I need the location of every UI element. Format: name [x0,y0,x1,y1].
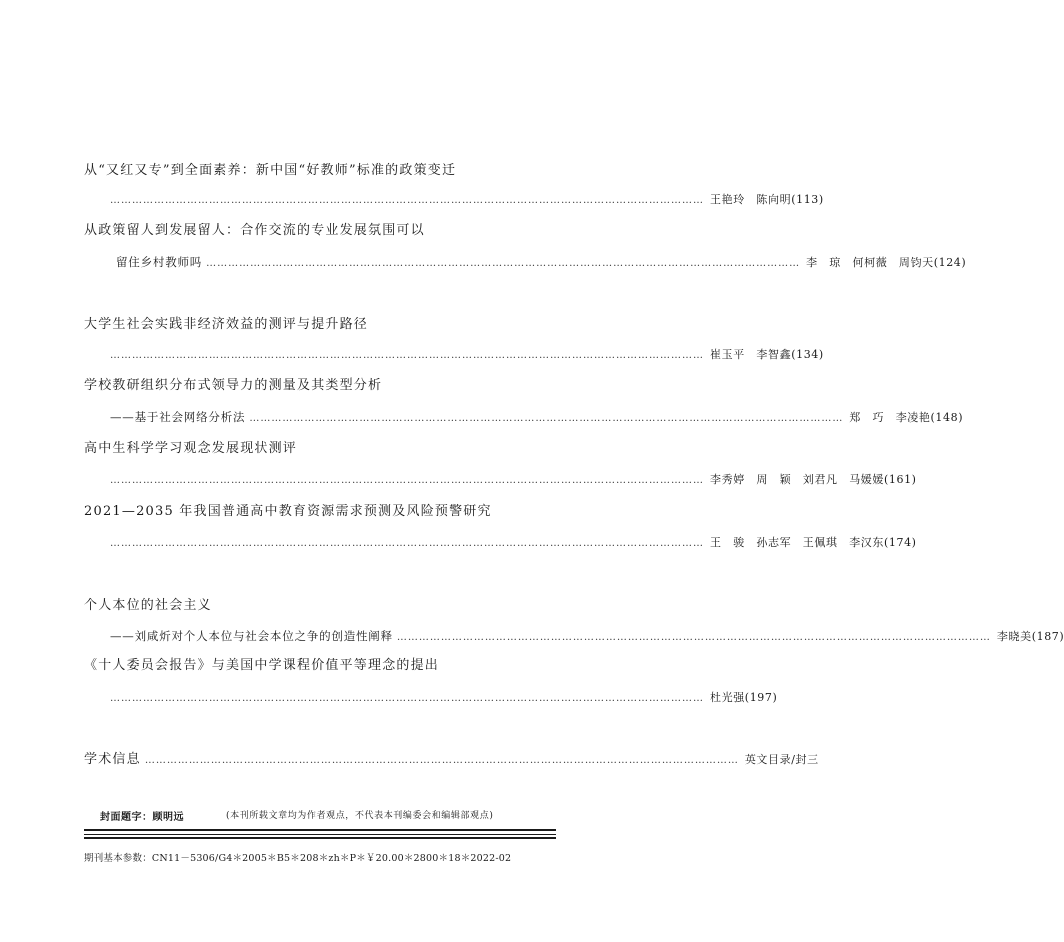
entry-authors: 李 琼 何柯薇 周钧天(124) [806,256,967,269]
entry-leader [110,689,778,708]
entry-title: 从政策留人到发展留人：合作交流的专业发展氛围可以 [84,223,425,238]
journal-parameters: 期刊基本参数：CN11－5306/G4＊2005＊B5＊208＊zh＊P＊￥20.00＊2800＊18＊2022-02 [84,853,512,864]
footer-rule-thick [84,829,556,831]
academic-info-line [84,751,819,770]
entry-leader [110,471,917,490]
entry-authors: 李秀婷 周 颖 刘君凡 马媛媛(161) [710,473,917,486]
entry-leader [110,191,824,210]
entry-title: 个人本位的社会主义 [84,598,212,613]
dot-leader: ……………………………………………………………………………………………………………………………………………… [110,475,704,486]
footer-rule-thin [84,834,556,835]
entry-title: 《十人委员会报告》与美国中学课程价值平等理念的提出 [84,658,440,673]
academic-info-target: 英文目录/封三 [744,753,819,766]
footer-rule-thick [84,837,556,839]
entry-title: 高中生科学学习观念发展现状测评 [84,441,298,456]
entry-title: 大学生社会实践非经济效益的测评与提升路径 [84,317,369,332]
entry-leader [110,627,1064,647]
entry-title: 学校教研组织分布式领导力的测量及其类型分析 [84,378,383,393]
dot-leader: ……………………………………………………………………………………………………………………………………………… [249,413,844,424]
entry-leader [110,346,824,365]
dot-leader: ……………………………………………………………………………………………………………………………………………… [110,195,704,206]
entry-authors: 崔玉平 李智鑫(134) [710,348,824,361]
disclaimer: (本刊所载文章均为作者观点，不代表本刊编委会和编辑部观点) [226,811,494,821]
entry-authors: 杜光强(197) [710,691,778,704]
entry-subtitle: ——基于社会网络分析法 [110,410,246,424]
dot-leader: ……………………………………………………………………………………………………………………………………………… [110,538,704,549]
entry-authors: 王 骏 孙志军 王佩琪 李汉东(174) [710,536,917,549]
entry-title: 2021—2035 年我国普通高中教育资源需求预测及风险预警研究 [84,504,492,519]
entry-title: 从“又红又专”到全面素养：新中国“好教师”标准的政策变迁 [84,163,457,178]
entry-leader [116,253,967,273]
entry-leader [110,408,964,428]
academic-info-label: 学术信息 [84,752,141,767]
dot-leader: ……………………………………………………………………………………………………………………………………………… [206,258,801,269]
cover-inscription: 封面题字：顾明远 [100,812,184,823]
entry-authors: 郑 巧 李凌艳(148) [849,411,964,424]
dot-leader: ……………………………………………………………………………………………………………………………………………… [396,632,991,643]
entry-leader [110,534,917,553]
entry-subtitle: ——刘咸炘对个人本位与社会本位之争的创造性阐释 [110,629,393,643]
entry-authors: 李晓美(187) [996,630,1064,643]
dot-leader: ……………………………………………………………………………………………………………………………………………… [110,350,704,361]
dot-leader: ……………………………………………………………………………………………………………………………………………… [110,693,704,704]
entry-subtitle: 留住乡村教师吗 [116,255,203,269]
entry-authors: 王艳玲 陈向明(113) [710,193,824,206]
dot-leader: ……………………………………………………………………………………………………………………………………………… [144,755,739,766]
